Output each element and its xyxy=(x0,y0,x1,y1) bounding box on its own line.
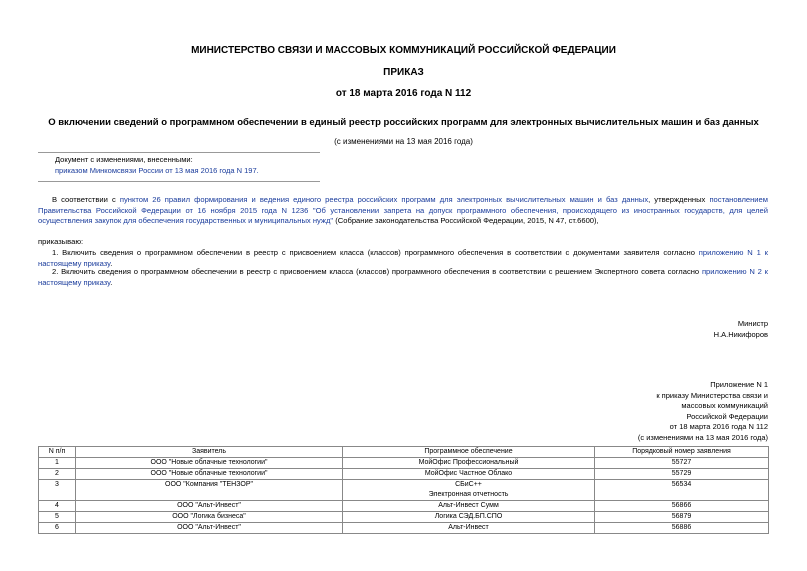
changes-note: (с изменениями на 13 мая 2016 года) xyxy=(334,137,473,146)
cell-reg-number: 55727 xyxy=(595,458,769,469)
col-reg-number: Порядковый номер заявления xyxy=(595,447,769,458)
cell-applicant: ООО "Альт-Инвест" xyxy=(76,501,343,512)
appendix-line-4: Российской Федерации xyxy=(686,411,768,421)
rules-link[interactable]: пунктом 26 правил формирования и ведения единого реестра российских программ для электронных вычислительных машин и баз данных xyxy=(119,195,649,204)
order-item-2 xyxy=(38,267,768,288)
signature-block xyxy=(714,318,768,340)
cell-number: 6 xyxy=(39,523,76,534)
cell-reg-number: 56886 xyxy=(595,523,769,534)
software-name: СБиС++ xyxy=(455,481,482,488)
signature-name: Н.А.Никифоров xyxy=(713,330,768,339)
table-row xyxy=(39,480,769,501)
item2-end: . xyxy=(110,277,113,287)
cell-software: Альт-Инвест xyxy=(343,523,595,534)
resolution-link[interactable]: постановлением Правительства Российской Федерации от 16 ноября 2015 года N 1236 "Об установлении запрета на допуск программного обеспечения, происходящего из иностранных государств, для целей осуществления закупок для обеспечения государственных и муниципальных нужд" xyxy=(38,195,768,225)
doc-title: О включении сведений о программном обеспечении в единый реестр российских программ для электронных вычислительных машин и баз данных xyxy=(48,117,759,128)
table-row xyxy=(39,512,769,523)
doc-type: ПРИКАЗ xyxy=(383,67,424,78)
item1-text: 1. Включить сведения о программном обеспечении в реестр с присвоением класса (классов) программного обеспечения в соответствии с документами заявителя согласно xyxy=(52,248,699,257)
appendix-line-2: к приказу Министерства связи и xyxy=(656,390,768,400)
appendix-header xyxy=(638,380,768,443)
table-row xyxy=(39,458,769,469)
appendix-line-1: Приложение N 1 xyxy=(710,380,768,389)
cell-software: Альт-Инвест Сумм xyxy=(343,501,595,512)
divider-top xyxy=(38,152,320,153)
amendment-note-label: Документ с изменениями, внесенными: xyxy=(55,155,193,164)
preamble-text-b: , утвержденных xyxy=(648,195,710,204)
col-number: N п/п xyxy=(39,447,76,458)
order-word: приказываю: xyxy=(38,237,84,246)
cell-number: 3 xyxy=(39,480,76,501)
preamble-paragraph xyxy=(38,195,768,227)
cell-applicant: ООО "Компания "ТЕНЗОР" xyxy=(76,480,343,501)
appendix-line-3: массовых коммуникаций xyxy=(681,401,768,410)
cell-number: 5 xyxy=(39,512,76,523)
software-table xyxy=(38,446,769,534)
cell-number: 4 xyxy=(39,501,76,512)
preamble-text-c: (Собрание законодательства Российской Федерации, 2015, N 47, ст.6600), xyxy=(333,216,599,225)
table-header-row xyxy=(39,447,769,458)
cell-number: 2 xyxy=(39,469,76,480)
col-software: Программное обеспечение xyxy=(343,447,595,458)
cell-applicant: ООО "Новые облачные технологии" xyxy=(76,458,343,469)
item2-text: 2. Включить сведения о программном обеспечении в реестр с присвоением класса (классов) программного обеспечения в соответствии с решением Экспертного совета согласно xyxy=(52,267,702,276)
amendment-note xyxy=(55,154,259,176)
amendment-link[interactable]: приказом Минкомсвязи России от 13 мая 2016 года N 197. xyxy=(55,166,259,175)
appendix-line-5: от 18 марта 2016 года N 112 xyxy=(669,422,768,431)
table-row xyxy=(39,469,769,480)
cell-reg-number: 55729 xyxy=(595,469,769,480)
cell-applicant: ООО "Новые облачные технологии" xyxy=(76,469,343,480)
appendix-1-link[interactable]: приложению N 1 к настоящему приказу xyxy=(38,248,769,268)
table-row xyxy=(39,501,769,512)
cell-reg-number: 56879 xyxy=(595,512,769,523)
cell-applicant: ООО "Логика бизнеса" xyxy=(76,512,343,523)
cell-software xyxy=(343,480,595,501)
appendix-line-6: (с изменениями на 13 мая 2016 года) xyxy=(637,432,768,442)
doc-date-number: от 18 марта 2016 года N 112 xyxy=(335,88,472,99)
item1-end: . xyxy=(110,258,113,268)
col-applicant: Заявитель xyxy=(76,447,343,458)
cell-reg-number: 56534 xyxy=(595,480,769,501)
cell-number: 1 xyxy=(39,458,76,469)
appendix-2-link[interactable]: приложению N 2 к настоящему приказу xyxy=(38,267,768,287)
cell-software: МойОфис Профессиональный xyxy=(343,458,595,469)
ministry-heading: МИНИСТЕРСТВО СВЯЗИ И МАССОВЫХ КОММУНИКАЦИЙ РОССИЙСКОЙ ФЕДЕРАЦИИ xyxy=(191,45,616,56)
divider-bottom xyxy=(38,181,320,182)
software-name-secondary: Электронная отчетность xyxy=(428,491,509,498)
preamble-text-a: В соответствии с xyxy=(52,195,120,204)
cell-applicant: ООО "Альт-Инвест" xyxy=(76,523,343,534)
cell-software: МойОфис Частное Облако xyxy=(343,469,595,480)
signature-position: Министр xyxy=(737,319,768,328)
table-row xyxy=(39,523,769,534)
cell-software: Логика СЭД.БП.СПО xyxy=(343,512,595,523)
order-item-1 xyxy=(38,248,768,269)
cell-reg-number: 56866 xyxy=(595,501,769,512)
